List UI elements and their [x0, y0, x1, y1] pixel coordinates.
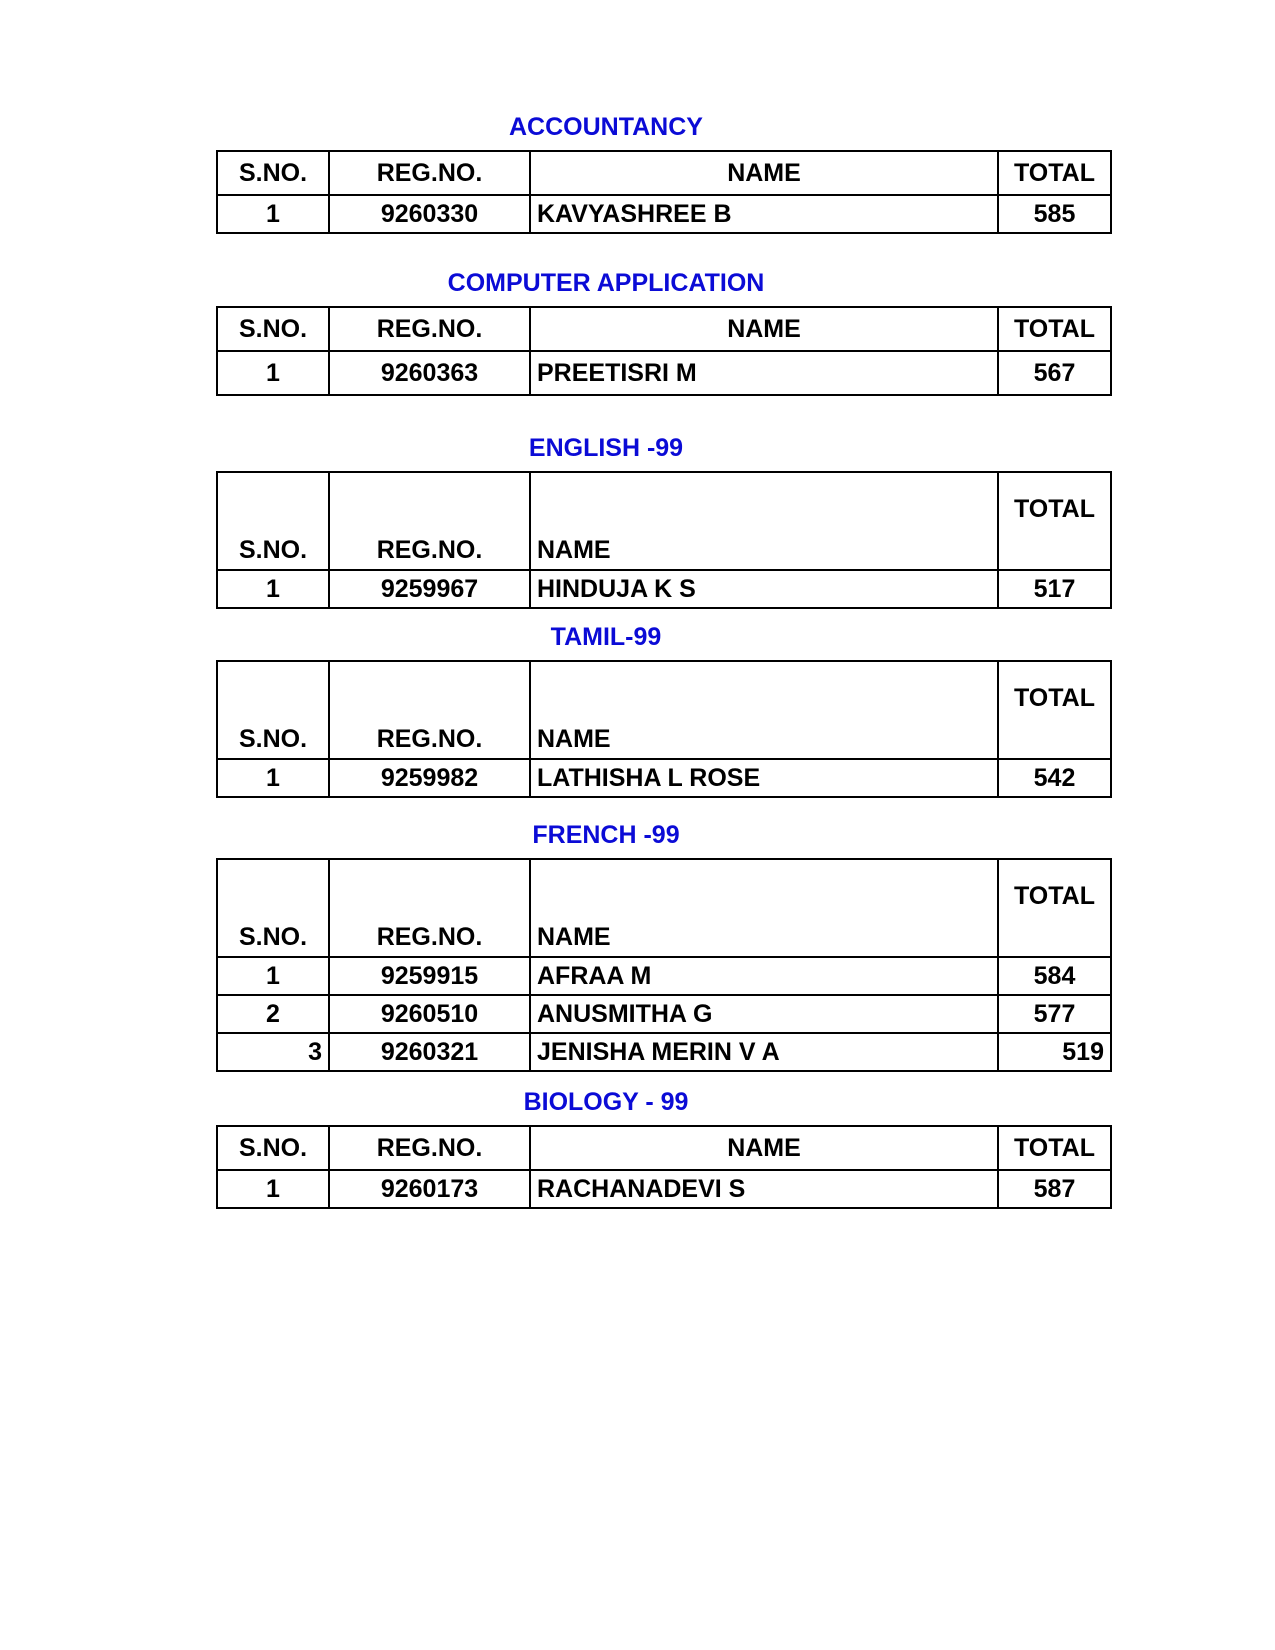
cell-regno: 9260173: [329, 1170, 530, 1208]
header-sno: S.NO.: [217, 151, 329, 195]
cell-sno: 3: [217, 1033, 329, 1071]
header-total: TOTAL: [998, 859, 1111, 957]
header-name: NAME: [530, 859, 998, 957]
cell-regno: 9260321: [329, 1033, 530, 1071]
cell-sno: 2: [217, 995, 329, 1033]
cell-sno: 1: [217, 351, 329, 395]
section-title: COMPUTER APPLICATION: [447, 269, 765, 297]
cell-sno: 1: [217, 1170, 329, 1208]
section-title: ENGLISH -99: [528, 434, 684, 462]
cell-regno: 9260363: [329, 351, 530, 395]
cell-regno: 9259915: [329, 957, 530, 995]
header-regno: REG.NO.: [329, 1126, 530, 1170]
header-sno: S.NO.: [217, 859, 329, 957]
table-header-row: [217, 1126, 1111, 1170]
cell-sno: 1: [217, 570, 329, 608]
header-total: TOTAL: [998, 661, 1111, 759]
results-table: [216, 858, 1112, 1072]
table-row: [217, 957, 1111, 995]
cell-regno: 9259967: [329, 570, 530, 608]
table-header-row: [217, 472, 1111, 570]
cell-regno: 9259982: [329, 759, 530, 797]
header-total: TOTAL: [998, 151, 1111, 195]
table-row: [217, 1033, 1111, 1071]
cell-name: AFRAA M: [530, 957, 998, 995]
table-header-row: [217, 661, 1111, 759]
header-name: NAME: [530, 661, 998, 759]
cell-name: ANUSMITHA G: [530, 995, 998, 1033]
cell-total: 517: [998, 570, 1111, 608]
header-name: NAME: [530, 472, 998, 570]
table-row: [217, 195, 1111, 233]
cell-total: 519: [998, 1033, 1111, 1071]
table-row: [217, 1170, 1111, 1208]
table-header-row: [217, 307, 1111, 351]
results-table: [216, 471, 1112, 609]
section-title: BIOLOGY - 99: [523, 1088, 689, 1116]
table-row: [217, 351, 1111, 395]
header-regno: REG.NO.: [329, 151, 530, 195]
table-row: [217, 759, 1111, 797]
cell-sno: 1: [217, 759, 329, 797]
header-name: NAME: [530, 1126, 998, 1170]
cell-name: HINDUJA K S: [530, 570, 998, 608]
table-header-row: [217, 151, 1111, 195]
cell-regno: 9260510: [329, 995, 530, 1033]
cell-name: RACHANADEVI S: [530, 1170, 998, 1208]
header-regno: REG.NO.: [329, 661, 530, 759]
header-regno: REG.NO.: [329, 472, 530, 570]
table-row: [217, 570, 1111, 608]
cell-total: 567: [998, 351, 1111, 395]
results-table: [216, 1125, 1112, 1209]
cell-sno: 1: [217, 957, 329, 995]
table-header-row: [217, 859, 1111, 957]
cell-total: 577: [998, 995, 1111, 1033]
cell-name: PREETISRI M: [530, 351, 998, 395]
header-regno: REG.NO.: [329, 859, 530, 957]
header-total: TOTAL: [998, 307, 1111, 351]
table-row: [217, 995, 1111, 1033]
cell-name: JENISHA MERIN V A: [530, 1033, 998, 1071]
header-name: NAME: [530, 151, 998, 195]
section-title: FRENCH -99: [532, 821, 680, 849]
header-sno: S.NO.: [217, 472, 329, 570]
cell-regno: 9260330: [329, 195, 530, 233]
cell-name: LATHISHA L ROSE: [530, 759, 998, 797]
cell-sno: 1: [217, 195, 329, 233]
results-table: [216, 150, 1112, 234]
cell-total: 542: [998, 759, 1111, 797]
cell-total: 584: [998, 957, 1111, 995]
header-sno: S.NO.: [217, 1126, 329, 1170]
section-title: TAMIL-99: [550, 623, 662, 651]
results-table: [216, 660, 1112, 798]
section-title: ACCOUNTANCY: [509, 113, 703, 141]
header-sno: S.NO.: [217, 307, 329, 351]
cell-total: 587: [998, 1170, 1111, 1208]
header-total: TOTAL: [998, 1126, 1111, 1170]
header-regno: REG.NO.: [329, 307, 530, 351]
cell-name: KAVYASHREE B: [530, 195, 998, 233]
cell-total: 585: [998, 195, 1111, 233]
header-name: NAME: [530, 307, 998, 351]
results-table: [216, 306, 1112, 396]
header-total: TOTAL: [998, 472, 1111, 570]
header-sno: S.NO.: [217, 661, 329, 759]
